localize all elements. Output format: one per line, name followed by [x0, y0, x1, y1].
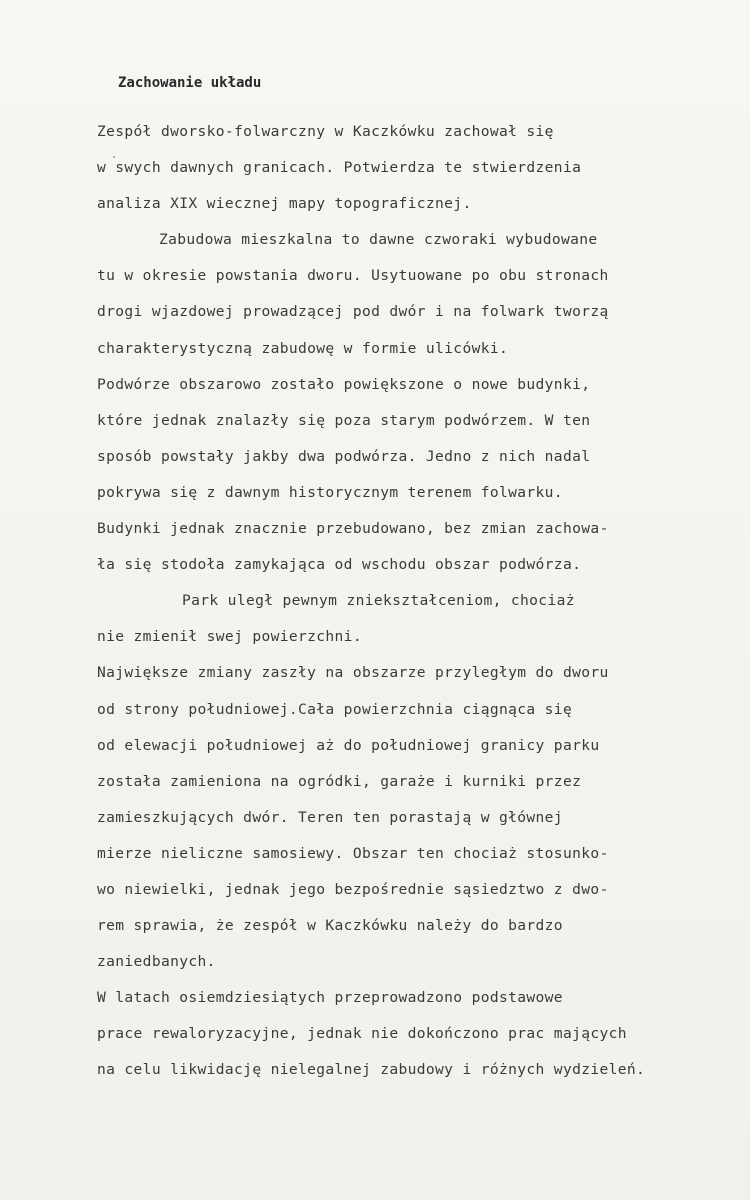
- text-line: Podwórze obszarowo zostało powiększone o nowe budynki,: [97, 375, 591, 393]
- text-line: w swych dawnych granicach. Potwierdza te stwierdzenia: [97, 159, 582, 177]
- text-line: W latach osiemdziesiątych przeprowadzono podstawowe: [97, 989, 563, 1007]
- text-line: Największe zmiany zaszły na obszarze przyległym do dworu: [97, 664, 609, 682]
- text-line: została zamieniona na ogródki, garaże i kurniki przez: [97, 772, 582, 790]
- text-line: zaniedbanych.: [97, 953, 216, 971]
- text-line: drogi wjazdowej prowadzącej pod dwór i na folwark tworzą: [97, 303, 609, 321]
- text-line: nie zmienił swej powierzchni.: [97, 628, 362, 646]
- text-line: sposób powstały jakby dwa podwórza. Jedno z nich nadal: [97, 447, 591, 465]
- text-line: charakterystyczną zabudowę w formie ulicówki.: [97, 339, 509, 357]
- text-line: tu w okresie powstania dworu. Usytuowane po obu stronach: [97, 267, 609, 285]
- text-line: prace rewaloryzacyjne, jednak nie dokończono prac mających: [97, 1025, 627, 1043]
- text-line: Zabudowa mieszkalna to dawne czworaki wybudowane: [159, 231, 598, 249]
- text-line: rem sprawia, że zespół w Kaczkówku należy do bardzo: [97, 917, 563, 935]
- text-line: zamieszkujących dwór. Teren ten porastają w głównej: [97, 808, 563, 826]
- text-line: pokrywa się z dawnym historycznym terenem folwarku.: [97, 483, 563, 501]
- text-line: na celu likwidację nielegalnej zabudowy i różnych wydzieleń.: [97, 1061, 646, 1079]
- text-line: wo niewielki, jednak jego bezpośrednie sąsiedztwo z dwo-: [97, 880, 609, 898]
- text-line: mierze nieliczne samosiewy. Obszar ten chociaż stosunko-: [97, 844, 609, 862]
- section-heading: Zachowanie układu: [118, 75, 262, 91]
- text-line: od elewacji południowej aż do południowej granicy parku: [97, 736, 600, 754]
- text-line: ła się stodoła zamykająca od wschodu obszar podwórza.: [97, 556, 582, 574]
- text-line: które jednak znalazły się poza starym podwórzem. W ten: [97, 411, 591, 429]
- text-line: od strony południowej.Cała powierzchnia ciągnąca się: [97, 700, 573, 718]
- text-line: Park uległ pewnym zniekształceniom, chociaż: [182, 592, 575, 610]
- text-line: analiza XIX wiecznej mapy topograficznej.: [97, 195, 472, 213]
- body-text: [97, 122, 737, 1097]
- text-line: Budynki jednak znacznie przebudowano, bez zmian zachowa-: [97, 520, 609, 538]
- text-line: Zespół dworsko-folwarczny w Kaczkówku zachował się: [97, 123, 554, 140]
